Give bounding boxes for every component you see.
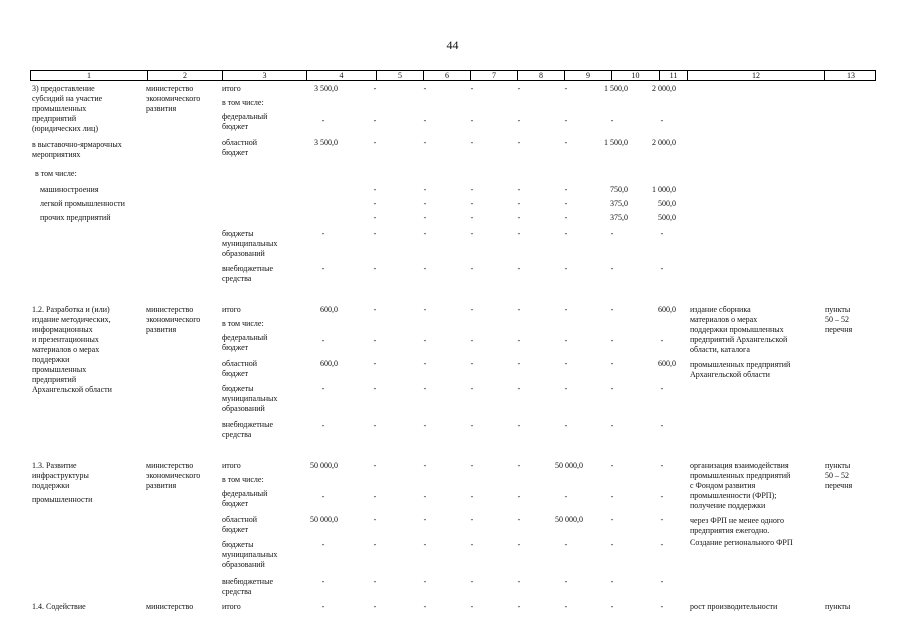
cell-dash: - (564, 264, 568, 273)
cell-dash: - (660, 229, 664, 238)
cell-dash: - (470, 577, 474, 586)
subrow-proch: прочих предприятий (40, 213, 111, 222)
cell-dash: - (373, 264, 377, 273)
cell-dash: - (470, 421, 474, 430)
row2-ref: перечня (825, 325, 853, 334)
row4-source-itogo: итого (222, 602, 241, 611)
row1-source-obl: бюджет (222, 148, 249, 157)
cell-dash: - (373, 540, 377, 549)
cell-dash: - (470, 602, 474, 611)
row2-executor: министерство (146, 305, 194, 314)
cell-dash: - (373, 515, 377, 524)
header-col-9: 9 (564, 71, 611, 80)
row3-name: 1.3. Развитие (32, 461, 77, 470)
cell-dash: - (660, 540, 664, 549)
cell-dash: - (373, 138, 377, 147)
cell-dash: - (610, 229, 614, 238)
row3-result: промышленности (ФРП); (690, 491, 777, 500)
proch-col10: 375,0 (610, 213, 628, 222)
header-col-6: 6 (423, 71, 470, 80)
cell-dash: - (373, 213, 377, 222)
cell-dash: - (321, 602, 325, 611)
cell-dash: - (470, 116, 474, 125)
cell-dash: - (423, 116, 427, 125)
cell-dash: - (423, 213, 427, 222)
page-number: 44 (446, 38, 459, 52)
header-col-12: 12 (687, 71, 824, 80)
cell-dash: - (470, 199, 474, 208)
row2-name: промышленных (32, 365, 87, 374)
row1-name: мероприятиях (32, 150, 81, 159)
cell-dash: - (423, 305, 427, 314)
cell-dash: - (564, 185, 568, 194)
cell-dash: - (373, 229, 377, 238)
row3-ref: 50 – 52 (825, 471, 849, 480)
row2-result: области, каталога (690, 345, 750, 354)
row1-source-itogo: итого (222, 84, 241, 93)
row3-result: промышленных предприятий (690, 471, 791, 480)
cell-dash: - (423, 515, 427, 524)
row2-source-vnb: внебюджетные (222, 420, 273, 429)
subrow-legk: легкой промышленности (40, 199, 125, 208)
row1-source-vnb: внебюджетные (222, 264, 273, 273)
cell-dash: - (660, 461, 664, 470)
row3-result: предприятия ежегодно. (690, 526, 770, 535)
row3-source-mun: муниципальных (222, 550, 278, 559)
subrow-mash: машиностроения (40, 185, 99, 194)
cell-dash: - (660, 264, 664, 273)
cell-dash: - (373, 421, 377, 430)
cell-dash: - (564, 540, 568, 549)
row3-result: получение поддержки (690, 501, 766, 510)
row3-itogo-col9: 50 000,0 (555, 461, 583, 470)
cell-dash: - (470, 84, 474, 93)
cell-dash: - (470, 461, 474, 470)
cell-dash: - (517, 336, 521, 345)
cell-dash: - (373, 84, 377, 93)
cell-dash: - (517, 305, 521, 314)
cell-dash: - (660, 602, 664, 611)
row3-source-fed: бюджет (222, 499, 249, 508)
row1-source-obl: областной (222, 138, 258, 147)
cell-dash: - (470, 384, 474, 393)
cell-dash: - (423, 264, 427, 273)
cell-dash: - (610, 602, 614, 611)
row2-result: промышленных предприятий (690, 360, 791, 369)
row1-name: субсидий на участие (32, 94, 103, 103)
row1-executor: развития (146, 104, 177, 113)
row1-executor: экономического (146, 94, 201, 103)
cell-dash: - (373, 577, 377, 586)
cell-dash: - (660, 384, 664, 393)
row2-itogo-col11: 600,0 (658, 305, 676, 314)
cell-dash: - (564, 213, 568, 222)
cell-dash: - (423, 336, 427, 345)
table-header-row (30, 70, 876, 81)
row3-result: организация взаимодействия (690, 461, 789, 470)
cell-dash: - (610, 492, 614, 501)
row2-name: 1.2. Разработка и (или) (32, 305, 110, 314)
row2-result: предприятий Архангельской (690, 335, 788, 344)
row3-source-obl: бюджет (222, 525, 249, 534)
cell-dash: - (564, 229, 568, 238)
legk-col11: 500,0 (658, 199, 676, 208)
cell-dash: - (610, 515, 614, 524)
cell-dash: - (517, 421, 521, 430)
row2-result: поддержки промышленных (690, 325, 784, 334)
header-col-7: 7 (470, 71, 517, 80)
row3-obl-col9: 50 000,0 (555, 515, 583, 524)
cell-dash: - (610, 359, 614, 368)
cell-dash: - (517, 116, 521, 125)
cell-dash: - (517, 540, 521, 549)
cell-dash: - (321, 421, 325, 430)
cell-dash: - (660, 336, 664, 345)
cell-dash: - (321, 492, 325, 501)
cell-dash: - (423, 421, 427, 430)
cell-dash: - (517, 229, 521, 238)
row2-result: Архангельской области (690, 370, 770, 379)
cell-dash: - (610, 540, 614, 549)
cell-dash: - (373, 492, 377, 501)
cell-dash: - (564, 305, 568, 314)
row3-executor: развития (146, 481, 177, 490)
row1-name: промышленных (32, 104, 87, 113)
cell-dash: - (423, 384, 427, 393)
cell-dash: - (373, 359, 377, 368)
row3-ref: пункты (825, 461, 851, 470)
row2-source-fed: бюджет (222, 343, 249, 352)
row2-obl-col11: 600,0 (658, 359, 676, 368)
row2-itogo-col4: 600,0 (320, 305, 338, 314)
cell-dash: - (564, 336, 568, 345)
cell-dash: - (470, 264, 474, 273)
cell-dash: - (660, 515, 664, 524)
cell-dash: - (423, 359, 427, 368)
header-col-4: 4 (306, 71, 376, 80)
header-col-8: 8 (517, 71, 564, 80)
cell-dash: - (517, 213, 521, 222)
row2-obl-col4: 600,0 (320, 359, 338, 368)
row2-result: издание сборника (690, 305, 751, 314)
row4-result: рост производительности (690, 602, 778, 611)
cell-dash: - (564, 421, 568, 430)
row3-result: Создание регионального ФРП (690, 538, 793, 547)
row3-source-vnb: внебюджетные (222, 577, 273, 586)
header-col-11: 11 (659, 71, 687, 80)
cell-dash: - (373, 305, 377, 314)
cell-dash: - (423, 138, 427, 147)
row3-obl-col4: 50 000,0 (310, 515, 338, 524)
row2-source-fed: федеральный (222, 333, 268, 342)
cell-dash: - (564, 577, 568, 586)
row3-executor: министерство (146, 461, 194, 470)
cell-dash: - (517, 461, 521, 470)
cell-dash: - (517, 577, 521, 586)
row2-name: Архангельской области (32, 385, 112, 394)
row4-executor: министерство (146, 602, 194, 611)
header-col-10: 10 (611, 71, 659, 80)
cell-dash: - (564, 199, 568, 208)
cell-dash: - (660, 577, 664, 586)
row1-obl-col4: 3 500,0 (314, 138, 338, 147)
cell-dash: - (470, 336, 474, 345)
header-col-1: 1 (87, 71, 91, 80)
row3-source-vtch: в том числе: (222, 475, 264, 484)
row2-source-mun: образований (222, 404, 265, 413)
cell-dash: - (564, 359, 568, 368)
row3-itogo-col4: 50 000,0 (310, 461, 338, 470)
cell-dash: - (610, 577, 614, 586)
row1-source-mun: муниципальных (222, 239, 278, 248)
row3-source-mun: образований (222, 560, 265, 569)
cell-dash: - (321, 384, 325, 393)
cell-dash: - (470, 305, 474, 314)
row2-name: предприятий (32, 375, 77, 384)
cell-dash: - (660, 492, 664, 501)
cell-dash: - (423, 577, 427, 586)
cell-dash: - (610, 421, 614, 430)
cell-dash: - (610, 116, 614, 125)
row3-ref: перечня (825, 481, 853, 490)
row4-name: 1.4. Содействие (32, 602, 86, 611)
cell-dash: - (373, 602, 377, 611)
cell-dash: - (517, 602, 521, 611)
row1-executor: министерство (146, 84, 194, 93)
cell-dash: - (423, 602, 427, 611)
row1-source-vtch: в том числе: (222, 98, 264, 107)
cell-dash: - (423, 461, 427, 470)
row3-source-fed: федеральный (222, 489, 268, 498)
header-col-3: 3 (222, 71, 306, 80)
row2-source-mun: бюджеты (222, 384, 254, 393)
cell-dash: - (517, 199, 521, 208)
cell-dash: - (564, 384, 568, 393)
row2-source-itogo: итого (222, 305, 241, 314)
cell-dash: - (373, 199, 377, 208)
cell-dash: - (423, 199, 427, 208)
cell-dash: - (564, 602, 568, 611)
cell-dash: - (564, 84, 568, 93)
row1-name: в выставочно-ярмарочных (32, 140, 122, 149)
subheading-v-tom-chisle: в том числе: (35, 169, 77, 178)
cell-dash: - (321, 116, 325, 125)
mash-col10: 750,0 (610, 185, 628, 194)
row2-result: материалов о мерах (690, 315, 758, 324)
row2-source-obl: бюджет (222, 369, 249, 378)
cell-dash: - (321, 229, 325, 238)
row3-result: с Фондом развития (690, 481, 756, 490)
row2-source-obl: областной (222, 359, 258, 368)
row1-itogo-col11: 2 000,0 (652, 84, 676, 93)
cell-dash: - (517, 264, 521, 273)
row3-source-itogo: итого (222, 461, 241, 470)
cell-dash: - (470, 213, 474, 222)
cell-dash: - (517, 185, 521, 194)
row2-name: поддержки (32, 355, 70, 364)
cell-dash: - (321, 336, 325, 345)
row1-source-vnb: средства (222, 274, 252, 283)
cell-dash: - (470, 229, 474, 238)
legk-col10: 375,0 (610, 199, 628, 208)
cell-dash: - (321, 577, 325, 586)
cell-dash: - (610, 336, 614, 345)
row3-source-obl: областной (222, 515, 258, 524)
row1-itogo-col4: 3 500,0 (314, 84, 338, 93)
row2-name: материалов о мерах (32, 345, 100, 354)
cell-dash: - (423, 229, 427, 238)
row3-executor: экономического (146, 471, 201, 480)
row3-name: инфраструктуры (32, 471, 89, 480)
cell-dash: - (610, 264, 614, 273)
row1-name: предприятий (32, 114, 77, 123)
cell-dash: - (610, 461, 614, 470)
row2-source-mun: муниципальных (222, 394, 278, 403)
cell-dash: - (373, 461, 377, 470)
row1-source-mun: бюджеты (222, 229, 254, 238)
row2-source-vtch: в том числе: (222, 319, 264, 328)
row1-source-mun: образований (222, 249, 265, 258)
row2-executor: развития (146, 325, 177, 334)
row2-executor: экономического (146, 315, 201, 324)
row1-source-fed: федеральный (222, 112, 268, 121)
cell-dash: - (470, 359, 474, 368)
cell-dash: - (517, 359, 521, 368)
cell-dash: - (470, 185, 474, 194)
cell-dash: - (660, 421, 664, 430)
cell-dash: - (517, 138, 521, 147)
cell-dash: - (610, 305, 614, 314)
row2-ref: 50 – 52 (825, 315, 849, 324)
cell-dash: - (373, 116, 377, 125)
header-col-13: 13 (824, 71, 877, 80)
row3-source-mun: бюджеты (222, 540, 254, 549)
row2-name: информационных (32, 325, 93, 334)
cell-dash: - (423, 84, 427, 93)
row3-name: промышленности (32, 495, 93, 504)
header-col-5: 5 (376, 71, 423, 80)
cell-dash: - (517, 384, 521, 393)
cell-dash: - (517, 84, 521, 93)
cell-dash: - (517, 515, 521, 524)
cell-dash: - (321, 264, 325, 273)
cell-dash: - (470, 138, 474, 147)
mash-col11: 1 000,0 (652, 185, 676, 194)
row3-result: через ФРП не менее одного (690, 516, 784, 525)
cell-dash: - (470, 492, 474, 501)
row4-ref: пункты (825, 602, 851, 611)
row1-obl-col11: 2 000,0 (652, 138, 676, 147)
cell-dash: - (470, 515, 474, 524)
row1-name: (юридических лиц) (32, 124, 98, 133)
row1-name: 3) предоставление (32, 84, 95, 93)
cell-dash: - (660, 116, 664, 125)
cell-dash: - (517, 492, 521, 501)
row1-source-fed: бюджет (222, 122, 249, 131)
cell-dash: - (373, 336, 377, 345)
cell-dash: - (564, 116, 568, 125)
row2-name: и презентационных (32, 335, 99, 344)
cell-dash: - (423, 540, 427, 549)
row1-itogo-col10: 1 500,0 (604, 84, 628, 93)
proch-col11: 500,0 (658, 213, 676, 222)
row2-ref: пункты (825, 305, 851, 314)
cell-dash: - (564, 492, 568, 501)
header-col-2: 2 (147, 71, 222, 80)
row3-name: поддержки (32, 481, 70, 490)
row2-name: издание методических, (32, 315, 111, 324)
cell-dash: - (564, 138, 568, 147)
cell-dash: - (610, 384, 614, 393)
cell-dash: - (423, 185, 427, 194)
row3-source-vnb: средства (222, 587, 252, 596)
row2-source-vnb: средства (222, 430, 252, 439)
cell-dash: - (373, 384, 377, 393)
cell-dash: - (470, 540, 474, 549)
row1-obl-col10: 1 500,0 (604, 138, 628, 147)
cell-dash: - (373, 185, 377, 194)
cell-dash: - (423, 492, 427, 501)
cell-dash: - (321, 540, 325, 549)
